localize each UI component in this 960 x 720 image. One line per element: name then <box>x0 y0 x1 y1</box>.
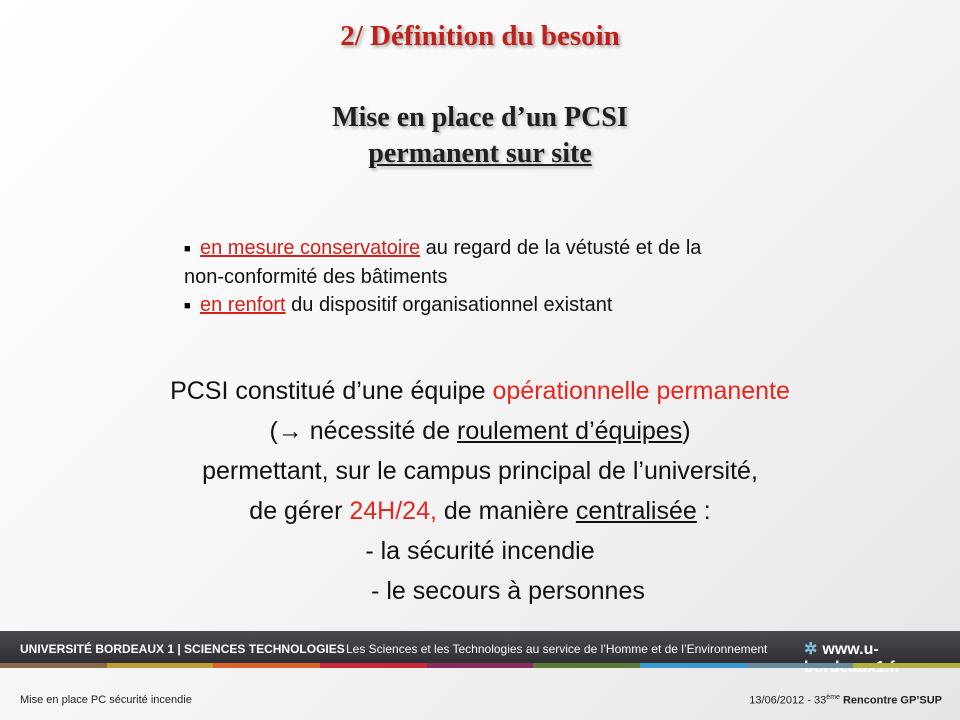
list-item <box>184 291 904 320</box>
slide-title: 2/ Définition du besoin <box>340 20 620 52</box>
main-line-6: - le secours à personnes <box>371 577 645 605</box>
subtitle-line-2: permanent sur site <box>368 138 592 169</box>
square-bullet-icon: ■ <box>184 300 191 312</box>
color-stripe <box>0 663 107 668</box>
color-stripes <box>0 663 960 668</box>
university-banner <box>0 631 960 667</box>
bullet-text <box>200 291 612 320</box>
square-bullet-icon: ■ <box>184 243 191 255</box>
underlined-text: roulement d’équipes <box>457 417 683 445</box>
color-stripe <box>853 663 960 668</box>
main-statement <box>0 371 960 611</box>
slide-subtitle <box>0 100 960 172</box>
subtitle-line-1: Mise en place d’un PCSI <box>332 102 628 133</box>
color-stripe <box>427 663 534 668</box>
bullet-rest: du dispositif organisationnel existant <box>285 294 613 316</box>
website-url: www.u- <box>822 641 879 658</box>
footer-presentation-title: Mise en place PC sécurité incendie <box>20 694 192 706</box>
highlight-text: 24H/24, <box>349 497 437 525</box>
color-stripe <box>640 663 747 668</box>
bullet-continuation: non-conformité des bâtiments <box>184 266 448 288</box>
color-stripe <box>107 663 214 668</box>
underlined-text: centralisée <box>575 497 697 525</box>
main-line-5: - la sécurité incendie <box>365 537 595 565</box>
color-stripe <box>747 663 854 668</box>
bullet-highlight: en renfort <box>200 294 286 316</box>
text-segment: de manière <box>436 497 576 525</box>
text-segment: ( <box>269 417 278 445</box>
bullet-text <box>200 234 701 263</box>
color-stripe <box>320 663 427 668</box>
highlight-text: opérationnelle permanente <box>492 377 790 405</box>
text-segment: de gérer <box>249 497 350 525</box>
text-segment: : <box>696 497 711 525</box>
asterisk-icon: ✲ <box>804 641 818 658</box>
color-stripe <box>533 663 640 668</box>
footer-event <box>749 694 942 707</box>
text-segment: PCSI constitué d’une équipe <box>170 377 493 405</box>
arrow-right-icon: → <box>277 417 303 445</box>
main-line-1 <box>0 371 960 411</box>
text-segment: nécessité de <box>302 417 458 445</box>
footer-ordinal: ème <box>826 694 840 701</box>
color-stripe <box>213 663 320 668</box>
university-tagline: Les Sciences et les Technologies au service de l’Homme et de l’Environnement <box>346 642 768 656</box>
main-line-2 <box>0 411 960 451</box>
bullet-highlight: en mesure conservatoire <box>200 237 421 259</box>
bullet-list <box>184 234 904 320</box>
university-name: UNIVERSITÉ BORDEAUX 1 | SCIENCES TECHNOLOGIES <box>20 642 345 656</box>
main-line-4 <box>0 491 960 531</box>
main-line-3: permettant, sur le campus principal de l’université, <box>202 457 758 485</box>
university-website[interactable] <box>804 639 960 677</box>
bullet-rest: au regard de la vétusté et de la <box>420 237 702 259</box>
list-item <box>184 234 904 263</box>
text-segment: ) <box>682 417 691 445</box>
footer-event-name: Rencontre GP’SUP <box>839 694 942 707</box>
footer-date: 13/06/2012 - 33 <box>749 694 827 707</box>
